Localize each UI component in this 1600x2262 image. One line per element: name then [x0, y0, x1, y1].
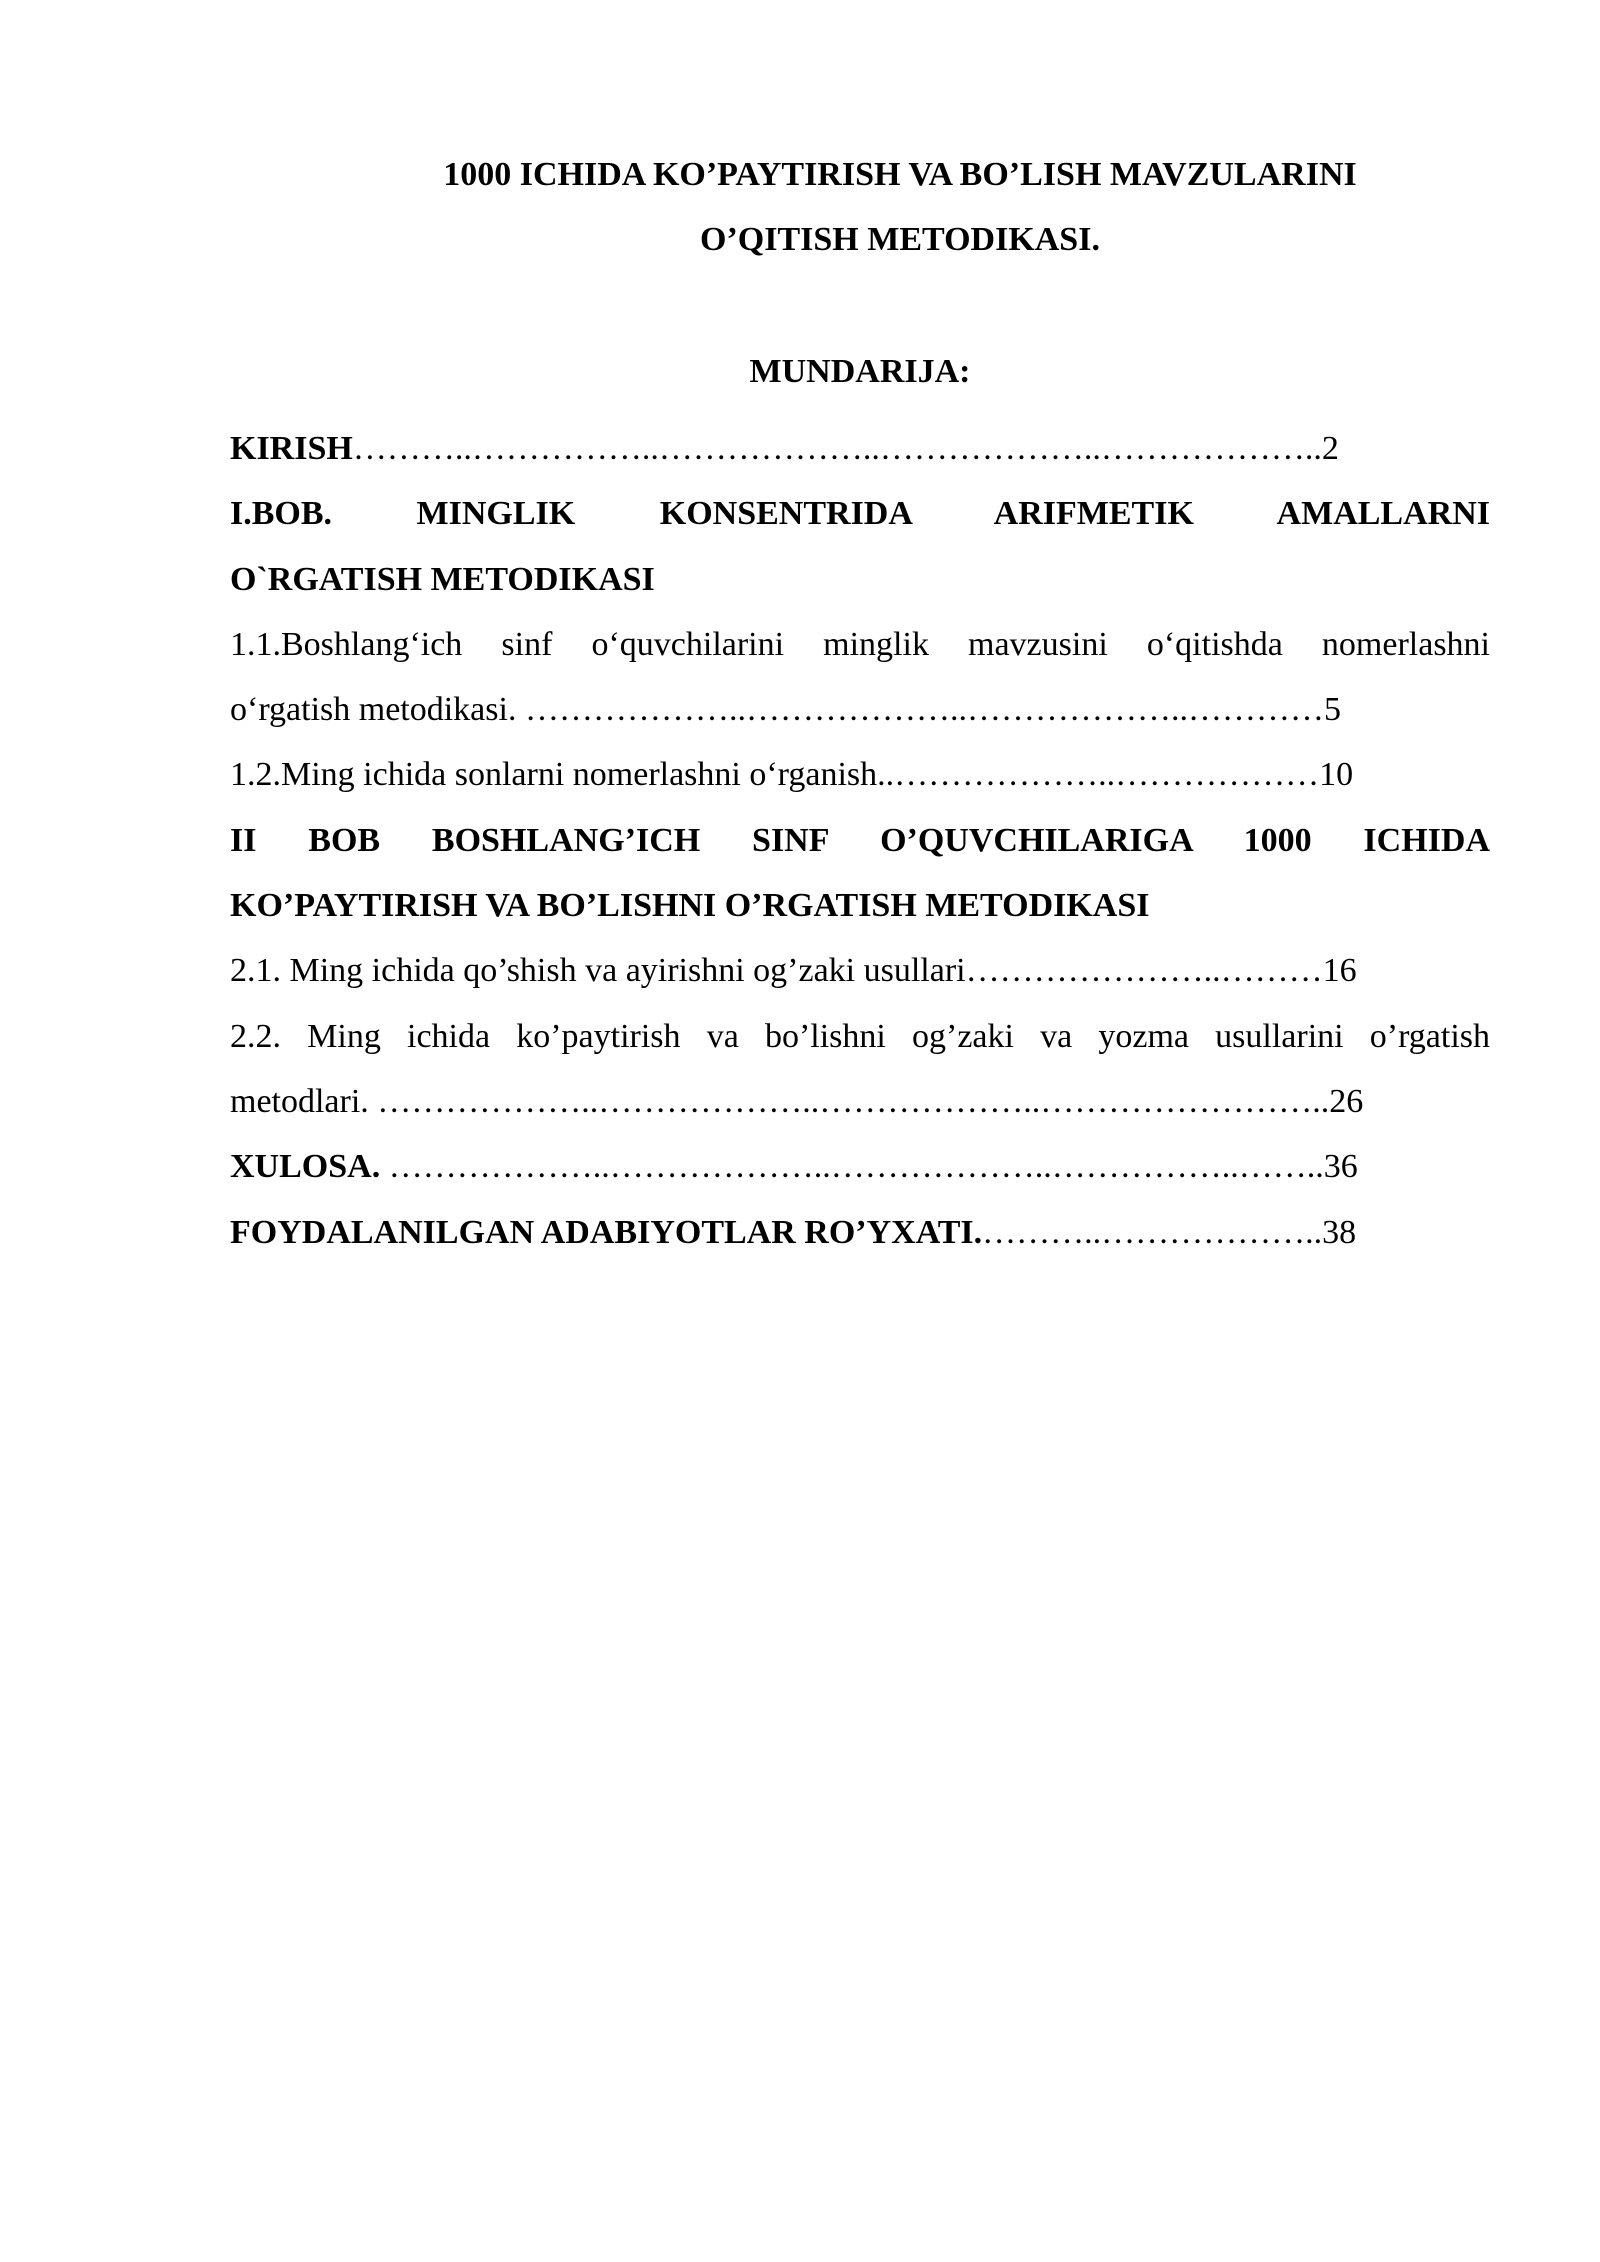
toc-entry-references[interactable] [230, 1200, 1490, 1265]
toc-chapter-2-line-2[interactable]: KO’PAYTIRISH VA BO’LISHNI O’RGATISH METODIKASI [230, 887, 1150, 925]
toc-leader-dots: ………………..……………… [894, 756, 1320, 794]
toc-page-number: 16 [1322, 952, 1357, 990]
toc-entry-label: XULOSA. [230, 1148, 389, 1186]
toc-entry-xulosa[interactable] [230, 1134, 1490, 1199]
toc-page-number: 2 [1321, 430, 1339, 467]
toc-page-number: 5 [1323, 691, 1341, 729]
toc-section-1-1-line-1[interactable]: 1.1.Boshlang‘ich sinf o‘quvchilarini minglik mavzusini o‘qitishda nomerlashni [230, 625, 1490, 663]
document-title-line-2: O’QITISH METODIKASI. [700, 221, 1100, 258]
toc-entry-text: o‘rgatish metodikasi. [230, 691, 525, 729]
toc-page-number: 26 [1329, 1082, 1364, 1120]
toc-entry-label: KIRISH [230, 430, 353, 467]
toc-page-number: 36 [1323, 1148, 1358, 1186]
toc-heading-text: MUNDARIJA: [749, 353, 971, 390]
toc-section-2-2-line-1[interactable]: 2.2. Ming ichida ko’paytirish va bo’lishni og’zaki va yozma usullarini o’rgatish [230, 1017, 1490, 1055]
toc-leader-dots: ………………..………………..………………..………… [524, 691, 1324, 729]
toc-section-1-2[interactable] [230, 742, 1490, 807]
toc-section-1-1-line-2[interactable] [230, 677, 1490, 742]
toc-entry-text: metodlari. [230, 1082, 378, 1120]
toc-leader-dots: …………………..……… [965, 952, 1323, 990]
table-of-contents [230, 416, 1490, 1265]
toc-entry-text: 1.2.Ming ichida sonlarni nomerlashni o‘rganish.. [230, 756, 895, 794]
toc-leader-dots: ………..……………….. [982, 1213, 1323, 1251]
toc-heading [230, 352, 1490, 392]
toc-chapter-1-line-2[interactable]: O`RGATISH METODIKASI [230, 560, 655, 598]
toc-section-2-1[interactable] [230, 938, 1490, 1003]
toc-leader-dots: ………………..………………..………………..……………..…….. [388, 1148, 1324, 1186]
toc-section-2-2-line-2[interactable] [230, 1069, 1490, 1134]
toc-entry-text: 2.1. Ming ichida qo’shish va ayirishni og’zaki usullari [230, 952, 966, 990]
toc-entry-kirish[interactable] [230, 416, 1490, 481]
toc-chapter-2-line-1[interactable]: II BOB BOSHLANG’ICH SINF O’QUVCHILARIGA 1000 ICHIDA [230, 821, 1490, 859]
toc-page-number: 10 [1319, 756, 1354, 794]
toc-leader-dots: ………………..………………..………………..…………………….. [377, 1082, 1330, 1120]
toc-leader-dots: ………..……………..………………..………………..……………….. [352, 430, 1322, 467]
toc-chapter-1-line-1[interactable]: I.BOB. MINGLIK KONSENTRIDA ARIFMETIK AMALLARNI [230, 495, 1490, 533]
toc-entry-label: FOYDALANILGAN ADABIYOTLAR RO’YXATI. [230, 1213, 983, 1251]
toc-page-number: 38 [1322, 1213, 1357, 1251]
document-title-line-1: 1000 ICHIDA KO’PAYTIRISH VA BO’LISH MAVZULARINI [443, 156, 1357, 193]
